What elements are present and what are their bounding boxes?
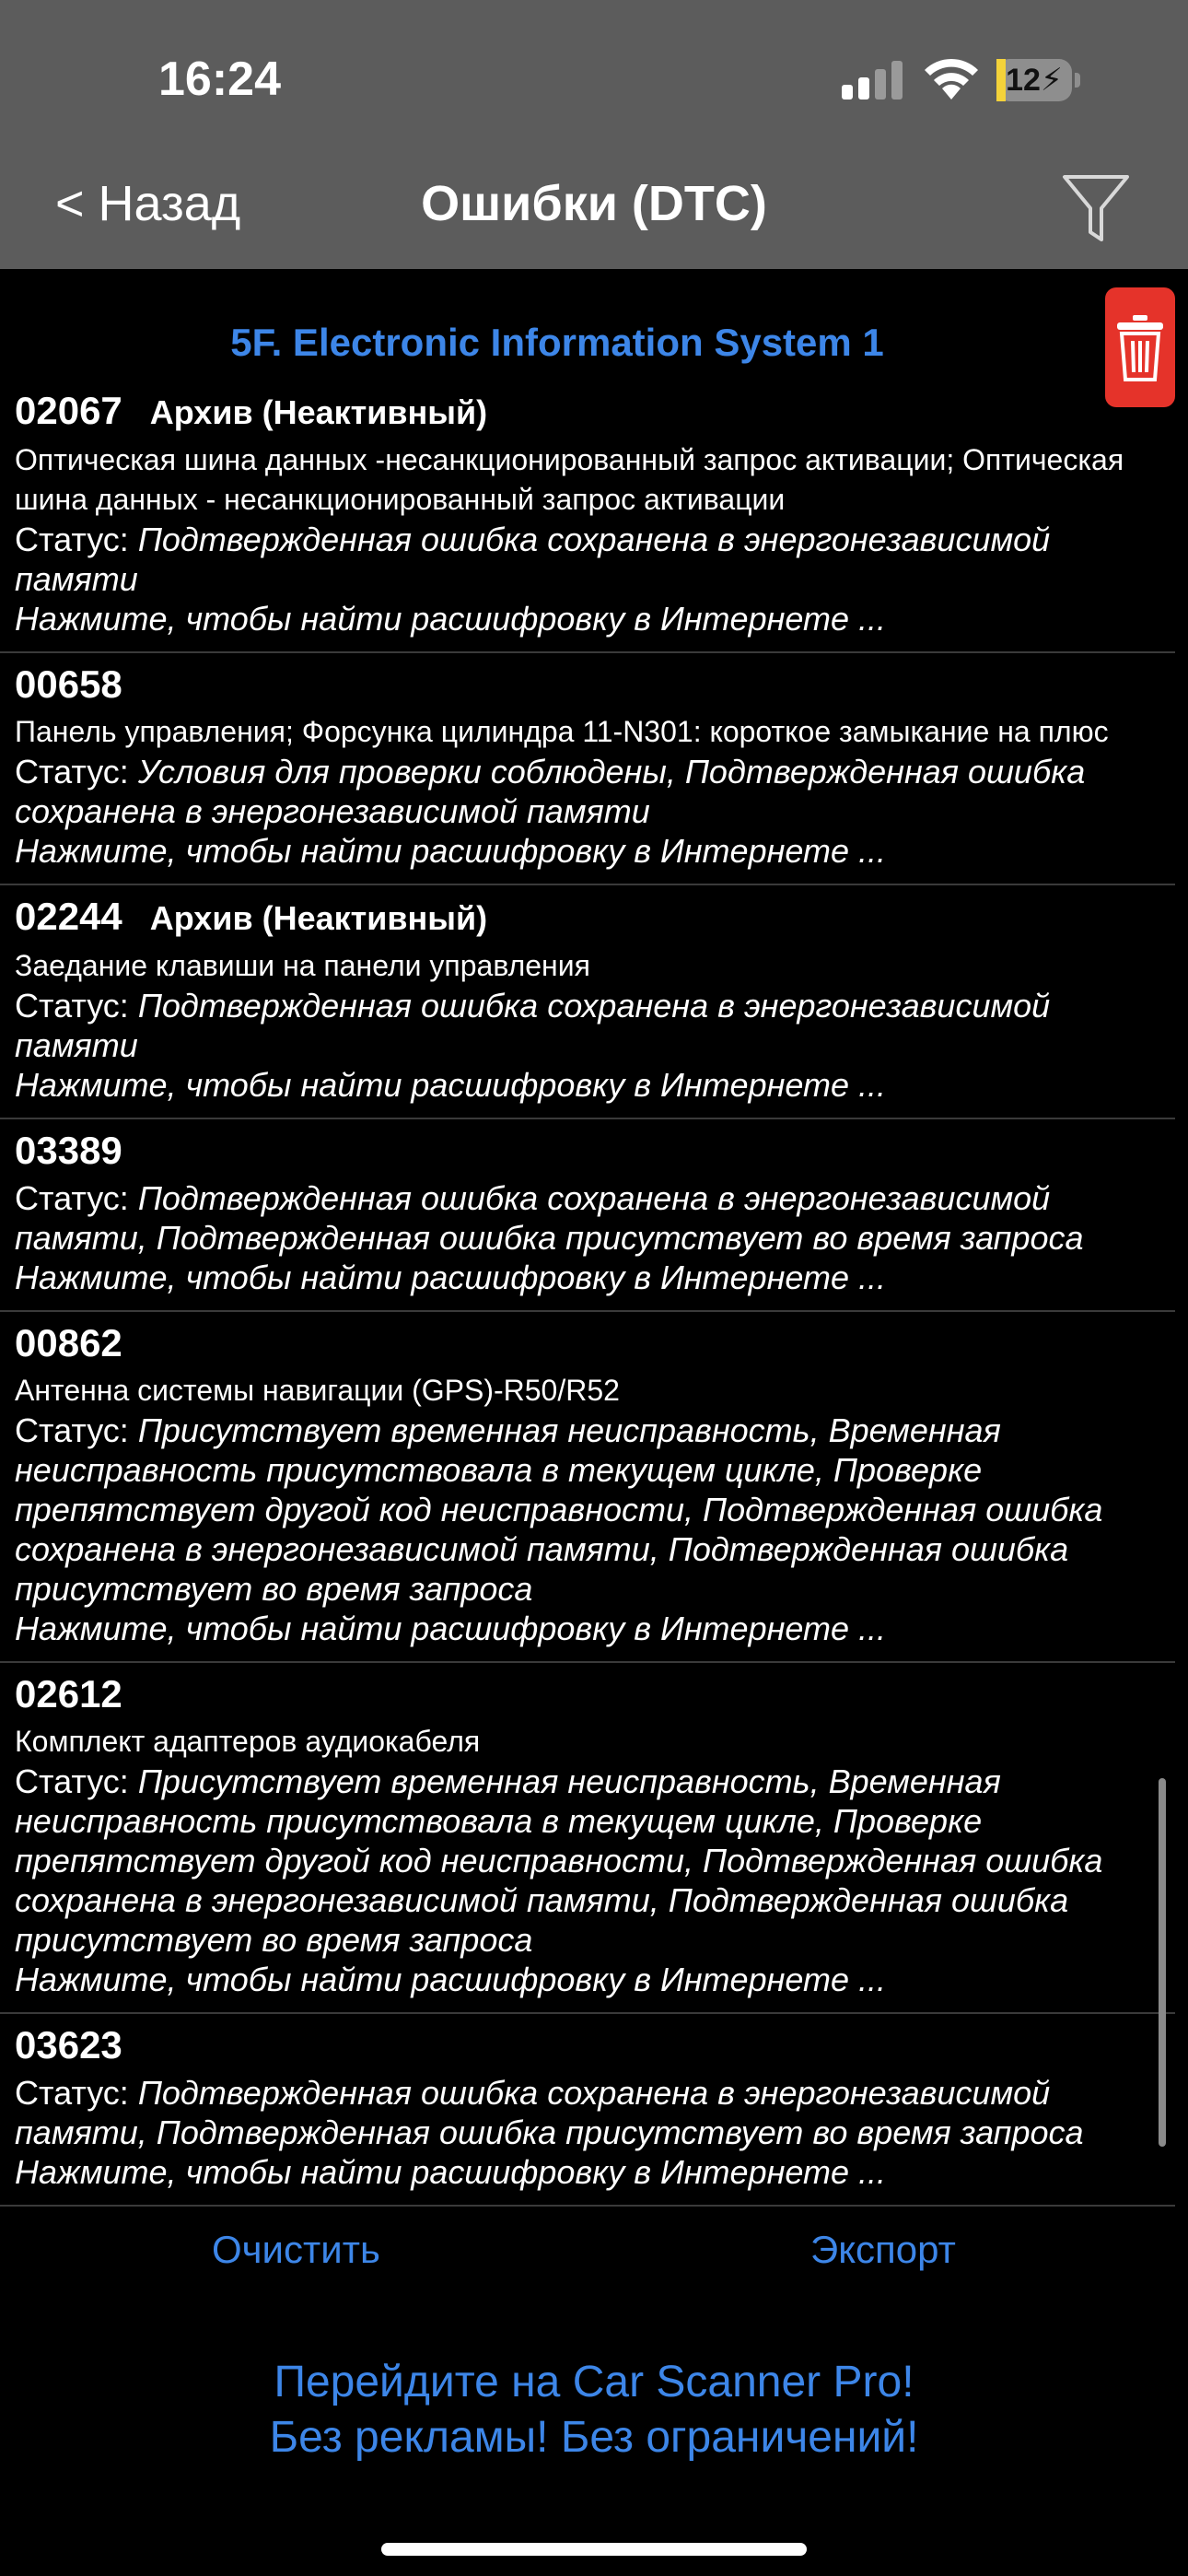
dtc-status-value: Подтвержденная ошибка сохранена в энергонезависимой памяти, Подтвержденная ошибка присутствует во время запроса	[15, 1179, 1084, 1257]
dtc-description: Панель управления; Форсунка цилиндра 11-N301: короткое замыкание на плюс	[15, 715, 1109, 748]
dtc-header	[15, 380, 1160, 440]
dtc-description: Комплект адаптеров аудиокабеля	[15, 1725, 481, 1758]
dtc-lookup-link[interactable]: Нажмите, чтобы найти расшифровку в Интернете ...	[15, 2153, 887, 2191]
dtc-lookup-link[interactable]: Нажмите, чтобы найти расшифровку в Интернете ...	[15, 1610, 887, 1647]
status-time: 16:24	[158, 53, 281, 106]
dtc-archive-label: Архив (Неактивный)	[149, 899, 488, 937]
dtc-header	[15, 653, 1160, 712]
scrollbar[interactable]	[1159, 1778, 1166, 2147]
dtc-status	[15, 1762, 1160, 1960]
back-button[interactable]: < Назад	[55, 176, 241, 231]
dtc-item[interactable]	[0, 1312, 1175, 1663]
dtc-code: 02612	[15, 1672, 122, 1715]
dtc-code: 02067	[15, 389, 122, 432]
dtc-header	[15, 1663, 1160, 1722]
export-button[interactable]: Экспорт	[810, 2228, 956, 2271]
dtc-status-value: Присутствует временная неисправность, Временная неисправность присутствовала в текущем цикле, Проверке препятствует другой код неисправности, Подтвержденная ошибка сохранена в энергонезависимой памяти, Подтвержденная ошибка присутствует во время запроса	[15, 1411, 1103, 1608]
dtc-code: 00862	[15, 1321, 122, 1364]
dtc-status	[15, 986, 1160, 1065]
dtc-archive-label: Архив (Неактивный)	[149, 393, 488, 431]
dtc-description: Антенна системы навигации (GPS)-R50/R52	[15, 1374, 620, 1407]
dtc-status-prefix: Статус:	[15, 1179, 138, 1217]
dtc-description: Заедание клавиши на панели управления	[15, 949, 590, 982]
dtc-code: 03623	[15, 2023, 122, 2067]
dtc-status-prefix: Статус:	[15, 753, 138, 790]
dtc-lookup-link[interactable]: Нажмите, чтобы найти расшифровку в Интернете ...	[15, 1259, 887, 1296]
dtc-item[interactable]	[0, 1663, 1175, 2014]
filter-icon[interactable]	[1061, 171, 1131, 247]
dtc-lookup-link[interactable]: Нажмите, чтобы найти расшифровку в Интернете ...	[15, 832, 887, 870]
promo-banner[interactable]	[0, 2355, 1188, 2465]
dtc-header	[15, 2014, 1160, 2073]
dtc-lookup-link[interactable]: Нажмите, чтобы найти расшифровку в Интернете ...	[15, 600, 887, 638]
dtc-status	[15, 2073, 1160, 2152]
dtc-description: Оптическая шина данных -несанкционированный запрос активации; Оптическая шина данных - несанкционированный запрос активации	[15, 443, 1124, 516]
dtc-status-value: Подтвержденная ошибка сохранена в энергонезависимой памяти	[15, 521, 1051, 598]
dtc-status	[15, 1411, 1160, 1609]
dtc-status-value: Присутствует временная неисправность, Временная неисправность присутствовала в текущем цикле, Проверке препятствует другой код неисправности, Подтвержденная ошибка сохранена в энергонезависимой памяти, Подтвержденная ошибка присутствует во время запроса	[15, 1762, 1103, 1959]
dtc-status	[15, 1178, 1160, 1258]
dtc-item[interactable]	[0, 653, 1175, 885]
top-bar	[0, 0, 1188, 269]
dtc-status-prefix: Статус:	[15, 1762, 138, 1800]
dtc-status-value: Условия для проверки соблюдены, Подтвержденная ошибка сохранена в энергонезависимой памяти	[15, 753, 1086, 830]
battery-charging-icon	[996, 59, 1081, 101]
trash-icon	[1117, 315, 1163, 381]
dtc-list[interactable]	[0, 389, 1175, 2191]
dtc-status-prefix: Статус:	[15, 521, 138, 558]
dtc-status-prefix: Статус:	[15, 2074, 138, 2112]
dtc-item[interactable]	[0, 1119, 1175, 1312]
home-indicator	[381, 2543, 807, 2556]
dtc-status	[15, 520, 1160, 599]
promo-line-2: Без рекламы! Без ограничений!	[269, 2413, 919, 2462]
signal-icon	[842, 61, 904, 100]
dtc-item[interactable]	[0, 2014, 1175, 2207]
dtc-header	[15, 1119, 1160, 1178]
dtc-header	[15, 885, 1160, 946]
dtc-header	[15, 1312, 1160, 1371]
dtc-status-value: Подтвержденная ошибка сохранена в энергонезависимой памяти	[15, 987, 1051, 1064]
wifi-icon	[923, 55, 980, 101]
dtc-code: 02244	[15, 895, 122, 938]
dtc-lookup-link[interactable]: Нажмите, чтобы найти расшифровку в Интернете ...	[15, 1961, 887, 1998]
promo-line-1: Перейдите на Car Scanner Pro!	[274, 2358, 914, 2406]
battery-level: 12⚡	[1006, 63, 1063, 98]
dtc-item[interactable]	[0, 380, 1175, 653]
dtc-status-prefix: Статус:	[15, 987, 138, 1025]
dtc-lookup-link[interactable]: Нажмите, чтобы найти расшифровку в Интернете ...	[15, 1066, 887, 1104]
page-title: Ошибки (DTC)	[421, 176, 767, 231]
dtc-item[interactable]	[0, 885, 1175, 1119]
dtc-code: 03389	[15, 1129, 122, 1172]
dtc-code: 00658	[15, 662, 122, 706]
dtc-status-value: Подтвержденная ошибка сохранена в энергонезависимой памяти, Подтвержденная ошибка присутствует во время запроса	[15, 2074, 1084, 2151]
dtc-status-prefix: Статус:	[15, 1411, 138, 1449]
module-title: 5F. Electronic Information System 1	[230, 321, 884, 364]
clear-button[interactable]: Очистить	[212, 2228, 380, 2271]
dtc-status	[15, 752, 1160, 831]
